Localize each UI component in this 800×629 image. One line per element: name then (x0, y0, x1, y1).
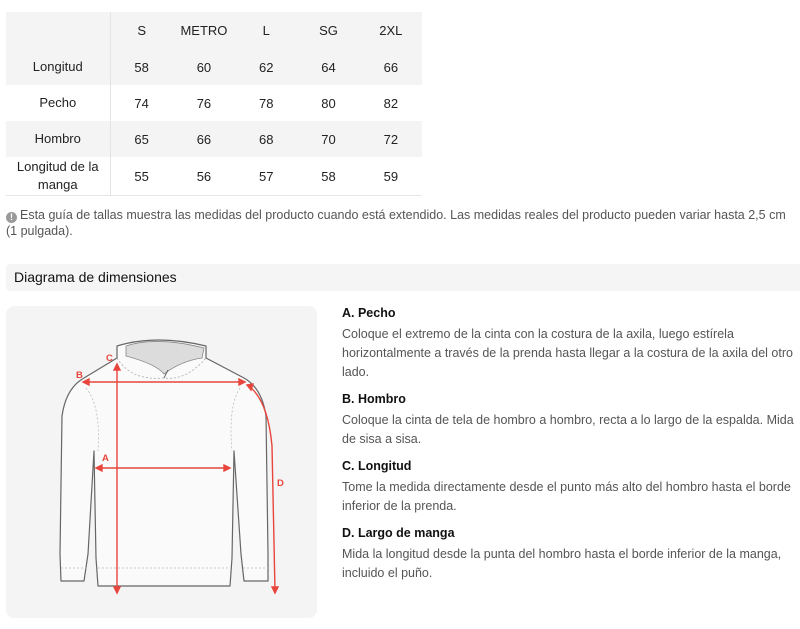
table-cell: 82 (383, 95, 399, 111)
table-cell: 70 (297, 121, 359, 157)
table-cell: 78 (259, 95, 274, 111)
info-icon: ! (6, 212, 17, 223)
label-d: D (277, 478, 284, 489)
measurement-descriptions (342, 305, 797, 592)
description-body: Mida la longitud desde la punta del hombro hasta el borde inferior de la manga, incluido el puño. (342, 547, 782, 580)
table-cell: 65 (110, 121, 173, 157)
description-chest (342, 305, 797, 382)
table-cell: 62 (235, 49, 297, 85)
size-guide-note (6, 207, 796, 239)
table-row (6, 157, 422, 196)
note-text: Esta guía de tallas muestra las medidas del producto cuando está extendido. Las medidas reales del producto pueden variar hasta 2,5 cm (1 pulgada). (6, 208, 786, 238)
table-cell: 66 (173, 121, 235, 157)
table-row (6, 49, 422, 85)
description-body: Coloque el extremo de la cinta con la costura de la axila, luego estírela horizontalmente a través de la prenda hasta llegar a la costura de la axila del otro lado. (342, 327, 793, 379)
hoodie-dimension-diagram (6, 306, 317, 618)
table-row (6, 85, 422, 121)
description-body: Tome la medida directamente desde el punto más alto del hombro hasta el borde inferior de la prenda. (342, 480, 791, 513)
row-label: Longitud de la manga (6, 157, 110, 196)
table-cell: 74 (134, 95, 149, 111)
section-heading: Diagrama de dimensiones (6, 264, 800, 291)
table-cell: 59 (360, 157, 422, 196)
label-b: B (76, 370, 83, 381)
column-header-l: L (235, 12, 297, 49)
description-body: Coloque la cinta de tela de hombro a hombro, recta a lo largo de la espalda. Mida de sisa a sisa. (342, 413, 794, 446)
table-cell: 60 (173, 49, 235, 85)
row-label: Longitud (6, 49, 110, 85)
table-cell: 58 (297, 157, 359, 196)
column-header-s: S (110, 12, 173, 49)
description-title: A. Pecho (342, 306, 396, 320)
table-row (6, 121, 422, 157)
table-cell: 55 (110, 157, 173, 196)
table-cell: 66 (360, 49, 422, 85)
table-cell: 76 (196, 95, 212, 111)
table-cell: 64 (297, 49, 359, 85)
description-title: D. Largo de manga (342, 526, 455, 540)
label-c: C (106, 353, 113, 364)
row-label: Pecho (6, 85, 110, 121)
table-cell: 72 (360, 121, 422, 157)
table-cell: 58 (110, 49, 173, 85)
label-a: A (102, 453, 109, 464)
size-chart-table (6, 12, 422, 196)
table-cell: 80 (321, 95, 336, 111)
column-header-2xl: 2XL (360, 12, 422, 49)
table-cell: 56 (173, 157, 235, 196)
column-header-m: METRO (173, 12, 235, 49)
row-label: Hombro (6, 121, 110, 157)
table-cell: 57 (235, 157, 297, 196)
table-header-corner (6, 12, 110, 49)
column-header-xl: SG (297, 12, 359, 49)
description-sleeve (342, 525, 797, 583)
description-shoulder (342, 391, 797, 449)
description-length (342, 458, 797, 516)
table-cell: 68 (235, 121, 297, 157)
table-header-row (6, 12, 422, 49)
hoodie-outline-icon (6, 306, 317, 618)
description-title: C. Longitud (342, 459, 412, 473)
description-title: B. Hombro (342, 392, 406, 406)
